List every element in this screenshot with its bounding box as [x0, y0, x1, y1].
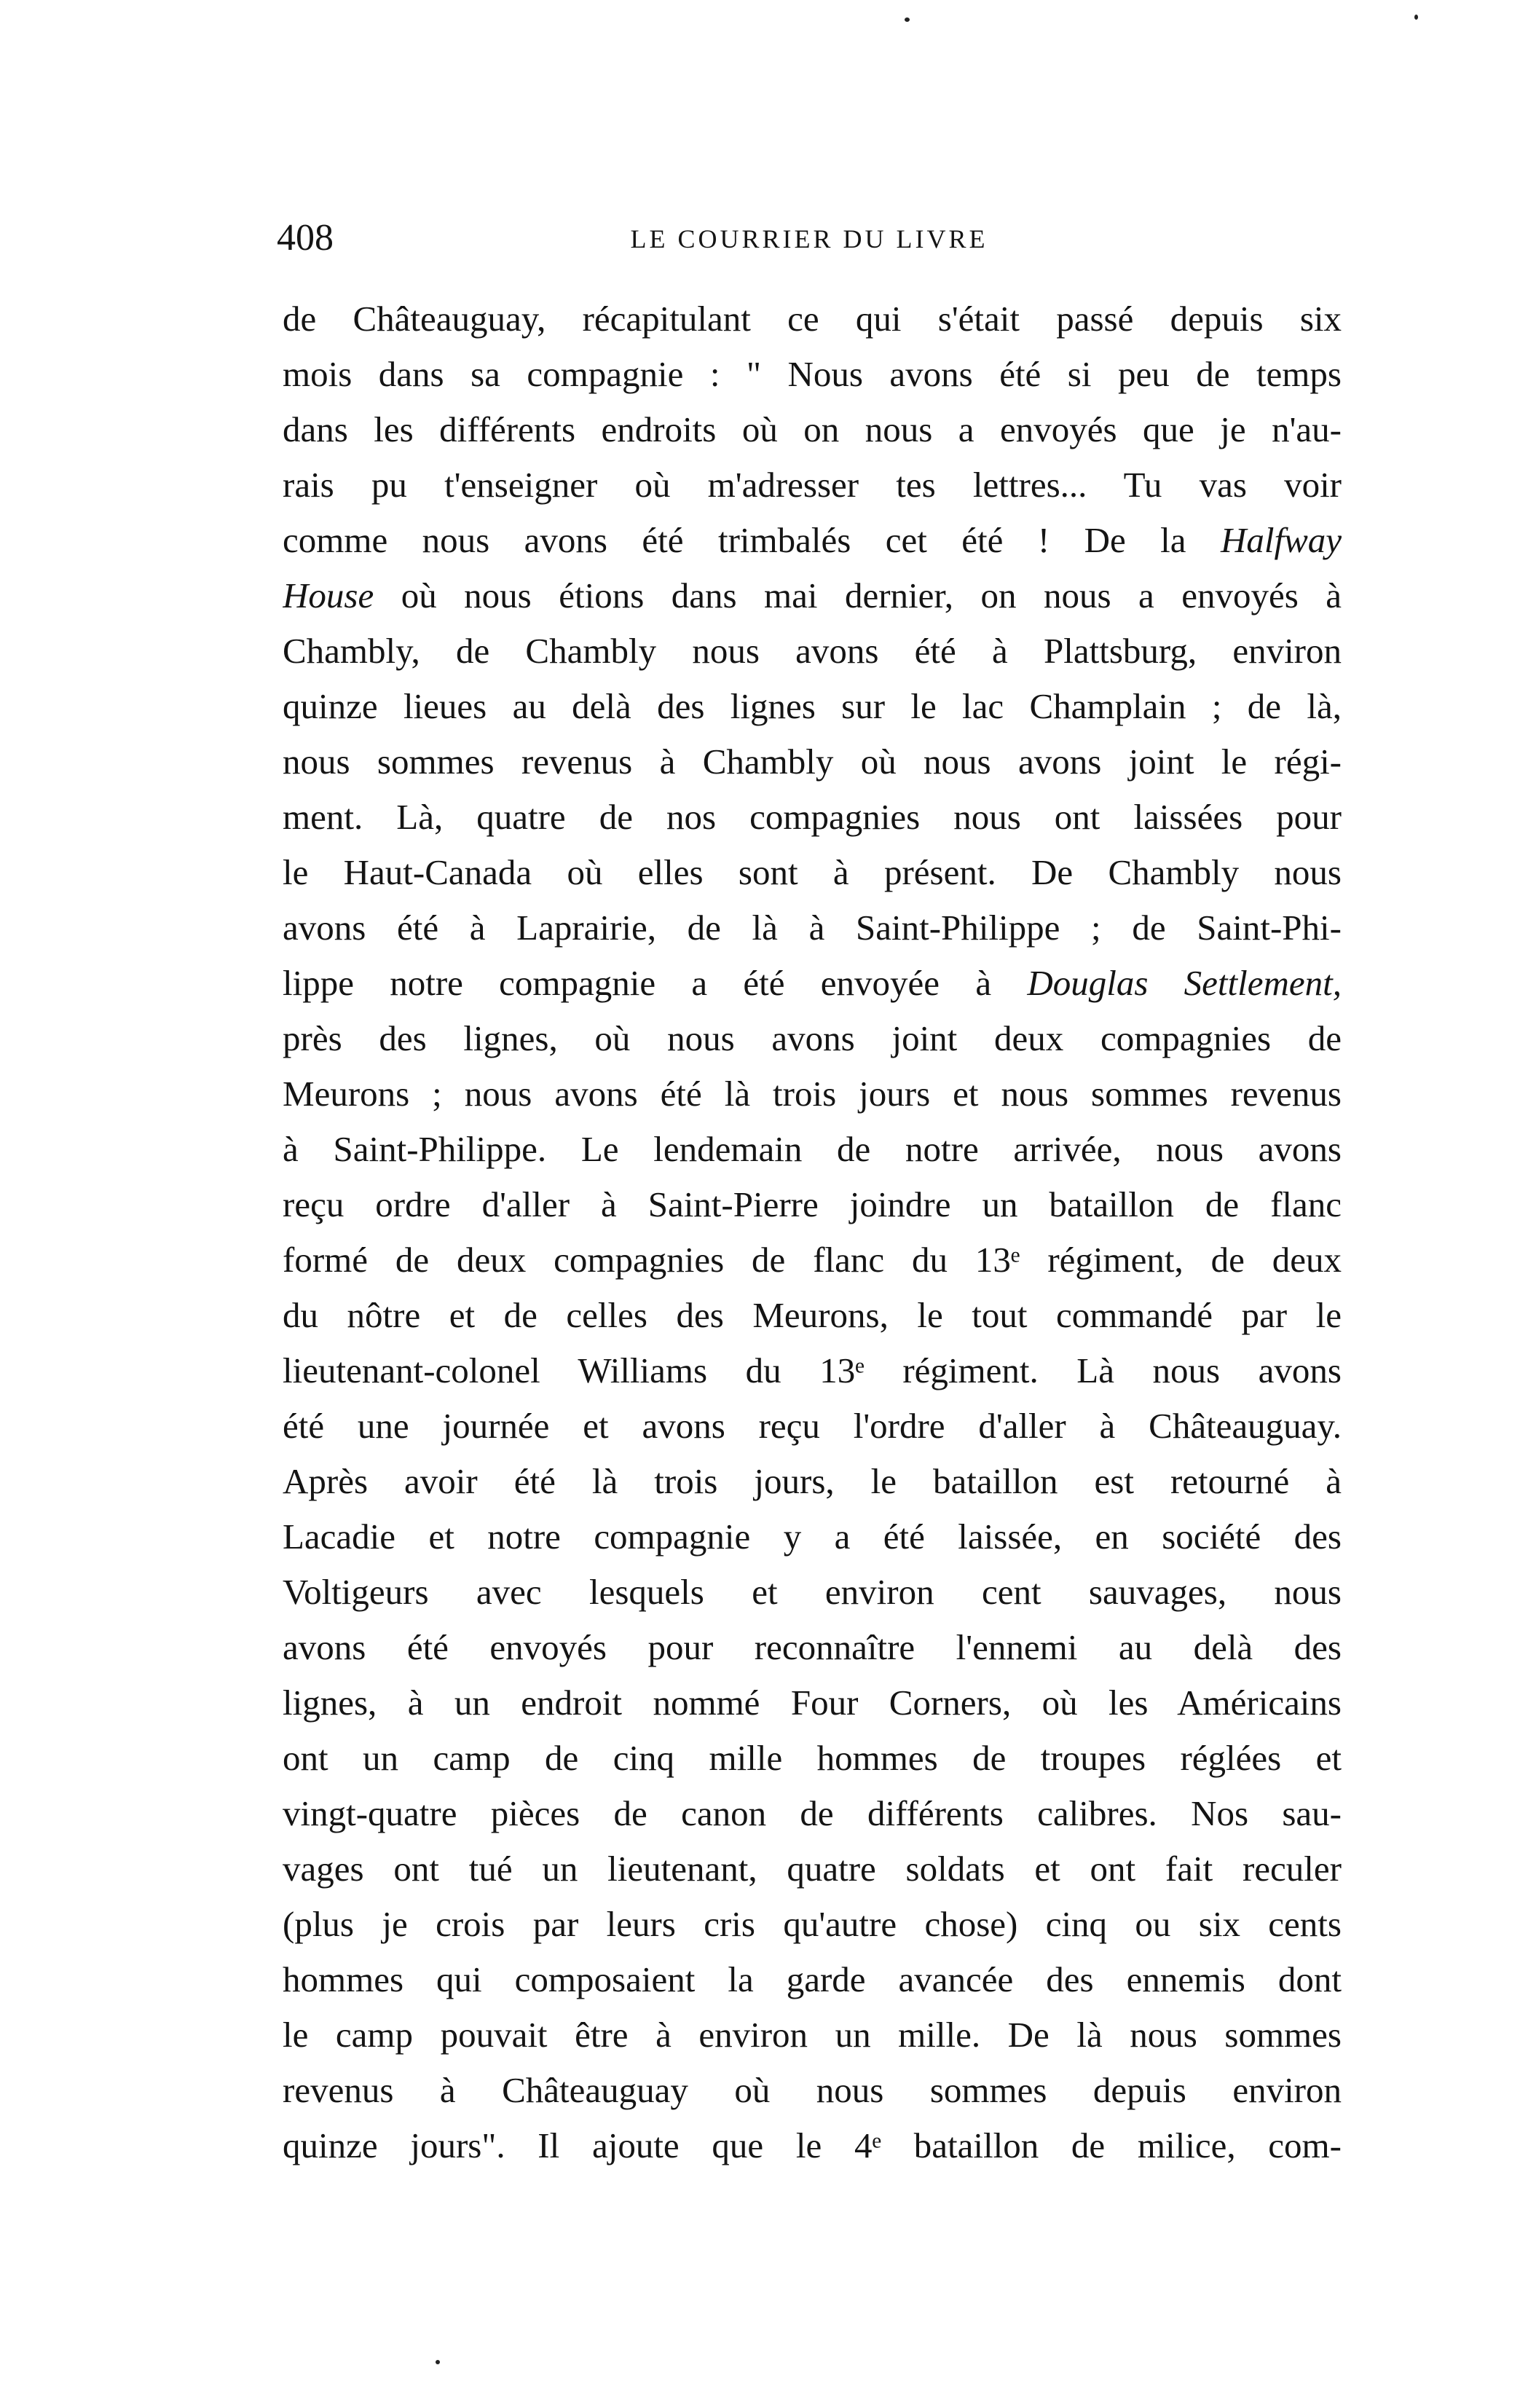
ink-speck: [436, 2360, 440, 2364]
text-line: de Châteauguay, récapitulant ce qui s'était passé depuis six: [283, 299, 1342, 339]
text-line: Voltigeurs avec lesquels et environ cent sauvages, nous: [283, 1572, 1342, 1612]
text-line: ont un camp de cinq mille hommes de troupes réglées et: [283, 1738, 1342, 1778]
text-line: lieutenant-colonel Williams du 13ᵉ régiment. Là nous avons: [283, 1350, 1342, 1390]
text-line: formé de deux compagnies de flanc du 13ᵉ régiment, de deux: [283, 1240, 1342, 1280]
text-line: le camp pouvait être à environ un mille. De là nous sommes: [283, 2015, 1342, 2055]
text-line: été une journée et avons reçu l'ordre d'aller à Châteauguay.: [283, 1406, 1342, 1446]
text-line: revenus à Châteauguay où nous sommes depuis environ: [283, 2070, 1342, 2110]
page-header: [277, 213, 1342, 264]
text-line: avons été à Laprairie, de là à Saint-Philippe ; de Saint-Phi-: [283, 908, 1342, 948]
text-line: reçu ordre d'aller à Saint-Pierre joindre un bataillon de flanc: [283, 1184, 1342, 1224]
text-line: le Haut-Canada où elles sont à présent. De Chambly nous: [283, 852, 1342, 892]
italic-term: Douglas Settlement,: [1027, 963, 1342, 1003]
text-line: Chambly, de Chambly nous avons été à Plattsburg, environ: [283, 631, 1342, 671]
text-segment: lippe notre compagnie a été envoyée à: [283, 963, 992, 1003]
text-line: mois dans sa compagnie : " Nous avons été si peu de temps: [283, 354, 1342, 394]
text-line: [283, 568, 1342, 623]
text-segment: comme nous avons été trimbalés cet été ! De la: [283, 520, 1186, 560]
text-line: Meurons ; nous avons été là trois jours et nous sommes revenus: [283, 1074, 1342, 1114]
italic-term: House: [283, 575, 374, 615]
ink-speck: [1414, 15, 1418, 20]
text-line: à Saint-Philippe. Le lendemain de notre arrivée, nous avons: [283, 1129, 1342, 1169]
text-line: Après avoir été là trois jours, le bataillon est retourné à: [283, 1461, 1342, 1501]
text-line: du nôtre et de celles des Meurons, le tout commandé par le: [283, 1295, 1342, 1335]
body-text: [283, 291, 1342, 2173]
text-line: près des lignes, où nous avons joint deux compagnies de: [283, 1018, 1342, 1058]
text-line: avons été envoyés pour reconnaître l'ennemi au delà des: [283, 1627, 1342, 1667]
text-line: (plus je crois par leurs cris qu'autre chose) cinq ou six cents: [283, 1904, 1342, 1944]
text-line: [283, 956, 1342, 1011]
italic-term: Halfway: [1220, 520, 1342, 560]
text-line: hommes qui composaient la garde avancée des ennemis dont: [283, 1959, 1342, 1999]
running-title: LE COURRIER DU LIVRE: [630, 224, 988, 253]
text-line: vingt-quatre pièces de canon de différents calibres. Nos sau-: [283, 1793, 1342, 1833]
text-line: quinze lieues au delà des lignes sur le lac Champlain ; de là,: [283, 686, 1342, 726]
text-segment: où nous étions dans mai dernier, on nous a envoyés à: [401, 575, 1342, 615]
text-line: vages ont tué un lieutenant, quatre soldats et ont fait reculer: [283, 1849, 1342, 1889]
ink-speck: [905, 17, 910, 22]
text-line: [283, 513, 1342, 568]
text-line: ment. Là, quatre de nos compagnies nous ont laissées pour: [283, 797, 1342, 837]
text-line: nous sommes revenus à Chambly où nous avons joint le régi-: [283, 741, 1342, 782]
text-line: lignes, à un endroit nommé Four Corners, où les Américains: [283, 1683, 1342, 1723]
text-line: Lacadie et notre compagnie y a été laissée, en société des: [283, 1516, 1342, 1557]
text-line: rais pu t'enseigner où m'adresser tes lettres... Tu vas voir: [283, 465, 1342, 505]
text-line: dans les différents endroits où on nous a envoyés que je n'au-: [283, 409, 1342, 449]
text-line: quinze jours". Il ajoute que le 4ᵉ bataillon de milice, com-: [283, 2125, 1342, 2165]
page-number: 408: [277, 217, 334, 259]
